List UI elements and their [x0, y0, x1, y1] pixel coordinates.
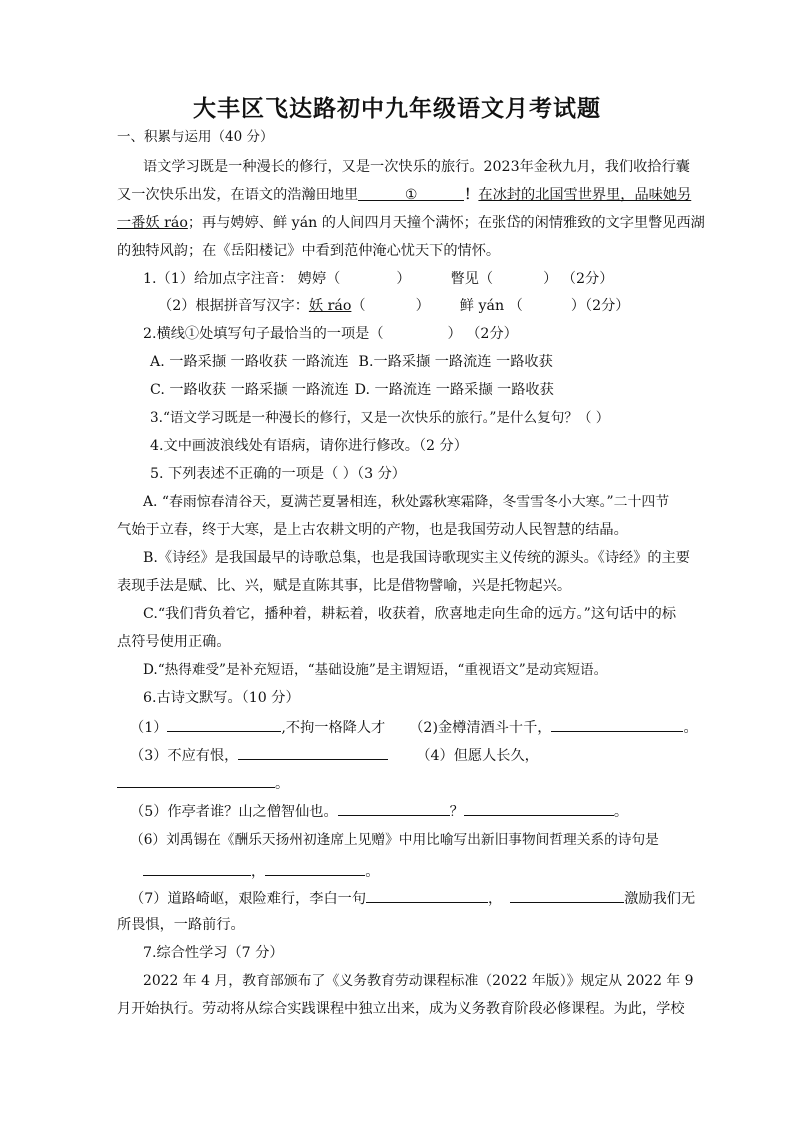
- item-num: （1）: [130, 720, 168, 736]
- period: 。: [683, 720, 698, 736]
- paren-close: ）（2分）: [570, 298, 630, 314]
- wavy-sentence: 在冰封的北国雪世界里，品味她另: [478, 187, 692, 203]
- q1-prompt: （2）根据拼音写汉字：: [158, 298, 309, 314]
- paren-open: （: [351, 298, 366, 314]
- paren-close: ） （2分）: [543, 271, 614, 287]
- poem-text: ,不拘一格降人才: [281, 720, 386, 736]
- fill-blank[interactable]: [167, 716, 281, 732]
- poem-text: （4）但愿人长久，: [416, 748, 539, 764]
- poem-text: （5）作亭者谁？山之僧智仙也。: [130, 804, 338, 820]
- poem-text: （3）不应有恨，: [130, 748, 239, 764]
- q7-stem: 7.综合性学习（7 分）: [143, 945, 284, 961]
- q6-line-3: [117, 772, 289, 794]
- q6-line-8: 所畏惧，一路前行。: [117, 917, 245, 933]
- q5-option-d[interactable]: D.“热得难受”是补充短语，“基础设施”是主谓短语，“重视语文”是动宾短语。: [143, 662, 608, 678]
- option-d[interactable]: D. 一路流连 一路采撷 一路收获: [354, 382, 554, 398]
- fill-blank[interactable]: [551, 716, 683, 732]
- blank-1[interactable]: [358, 185, 464, 201]
- poem-text: 激励我们无: [624, 891, 696, 907]
- pinyin-word: 鲜 yán （: [459, 298, 523, 314]
- fill-blank[interactable]: [143, 860, 251, 876]
- option-a[interactable]: A. 一路采撷 一路收获 一路流连: [150, 354, 349, 370]
- q2-stem: [143, 324, 518, 344]
- intro-line-4: 的独特风韵；在《岳阳楼记》中看到范仲淹心忧天下的情怀。: [117, 243, 501, 259]
- q1-part1: [143, 269, 613, 289]
- q4: 4.文中画波浪线处有语病，请你进行修改。（2 分）: [150, 438, 468, 454]
- q5-stem: 5. 下列表述不正确的一项是（ ）（3 分）: [150, 466, 406, 482]
- q7-para-1: 2022 年 4 月，教育部颁布了《义务教育劳动课程标准（2022 年版）》规定从 2022 年 9: [143, 973, 694, 989]
- poem-text: （7）道路崎岖，艰险难行，李白一句: [130, 891, 367, 907]
- intro-line-3: [117, 213, 705, 233]
- fill-blank[interactable]: [510, 887, 624, 903]
- q3: 3.“语文学习既是一种漫长的修行，又是一次快乐的旅行。”是什么复句？（ ）: [150, 410, 610, 426]
- q6-line-7: [130, 887, 695, 909]
- wavy-sentence-end: 一番妖 ráo: [117, 215, 188, 231]
- option-b[interactable]: B.一路采撷 一路流连 一路收获: [358, 354, 553, 370]
- intro-line-2: [117, 185, 691, 205]
- q5-option-c-2: 点符号使用正确。: [117, 634, 231, 650]
- q2-score: ） （2分）: [447, 326, 518, 342]
- intro-text: ；再与娉婷、鲜 yán 的人间四月天撞个满怀；在张岱的闲情雅致的文字里瞥见西湖: [187, 215, 705, 231]
- q5-option-b-1[interactable]: B.《诗经》是我国最早的诗歌总集，也是我国诗歌现实主义传统的源头。《诗经》的主要: [143, 550, 690, 566]
- fill-blank[interactable]: [338, 800, 450, 816]
- q6-line-2: [130, 744, 539, 766]
- q6-line-6: [143, 860, 379, 882]
- exclaim: ！: [464, 187, 479, 203]
- q2-options-ab: [150, 352, 553, 372]
- blank-mark: ①: [404, 187, 418, 203]
- q6-stem: 6.古诗文默写。（10 分）: [143, 690, 300, 706]
- pinyin-word: 妖 ráo: [308, 298, 352, 314]
- q6-line-5: （6）刘禹锡在《酬乐天扬州初逢席上见赠》中用比喻写出新旧事物间哲理关系的诗句是: [130, 832, 659, 848]
- q2-options-cd: [150, 380, 554, 400]
- fill-blank[interactable]: [366, 887, 488, 903]
- q5-option-a-2: 气始于立春，终于大寒，是上古农耕文明的产物，也是我国劳动人民智慧的结晶。: [117, 522, 628, 538]
- period: 。: [275, 776, 290, 792]
- fill-blank[interactable]: [464, 800, 614, 816]
- period: 。: [613, 804, 629, 820]
- comma: ，: [488, 891, 503, 907]
- q6-line-4: [130, 800, 628, 822]
- intro-text: 又一次快乐出发，在语文的浩瀚田地里: [117, 187, 359, 203]
- question-mark: ？: [449, 804, 464, 820]
- q6-line-1: [130, 716, 698, 738]
- period: 。: [365, 864, 380, 880]
- q5-option-b-2: 表现手法是赋、比、兴，赋是直陈其事，比是借物譬喻，兴是托物起兴。: [117, 578, 572, 594]
- q5-option-c-1[interactable]: C.“我们背负着它，播种着，耕耘着，收获着，欣喜地走向生命的远方。”这句话中的标: [143, 606, 677, 622]
- section-heading: 一、积累与运用（40 分）: [117, 129, 274, 145]
- comma: ，: [251, 864, 266, 880]
- fill-blank[interactable]: [238, 744, 388, 760]
- page-title: 大丰区飞达路初中九年级语文月考试题: [193, 95, 601, 122]
- q1-word: 瞥见（: [450, 271, 494, 287]
- q2-prompt: 2.横线①处填写句子最恰当的一项是（: [143, 326, 384, 342]
- fill-blank[interactable]: [265, 860, 365, 876]
- q1-part2: [158, 296, 630, 316]
- poem-text: （2)金樽清酒斗十千，: [409, 720, 552, 736]
- q1-prompt: 1.（1）给加点字注音： 娉婷（: [143, 271, 341, 287]
- paren-close: ）: [396, 271, 411, 287]
- q5-option-a-1[interactable]: A. “春雨惊春清谷天，夏满芒夏暑相连，秋处露秋寒霜降，冬雪雪冬小大寒。”二十四节: [143, 494, 670, 510]
- q7-para-2: 月开始执行。劳动将从综合实践课程中独立出来，成为义务教育阶段必修课程。为此，学校: [117, 1001, 685, 1017]
- fill-blank[interactable]: [117, 772, 275, 788]
- option-c[interactable]: C. 一路收获 一路采撷 一路流连: [150, 382, 349, 398]
- intro-line-1: 语文学习既是一种漫长的修行，又是一次快乐的旅行。2023年金秋九月，我们收拾行囊: [143, 159, 690, 175]
- paren-close: ）: [415, 298, 430, 314]
